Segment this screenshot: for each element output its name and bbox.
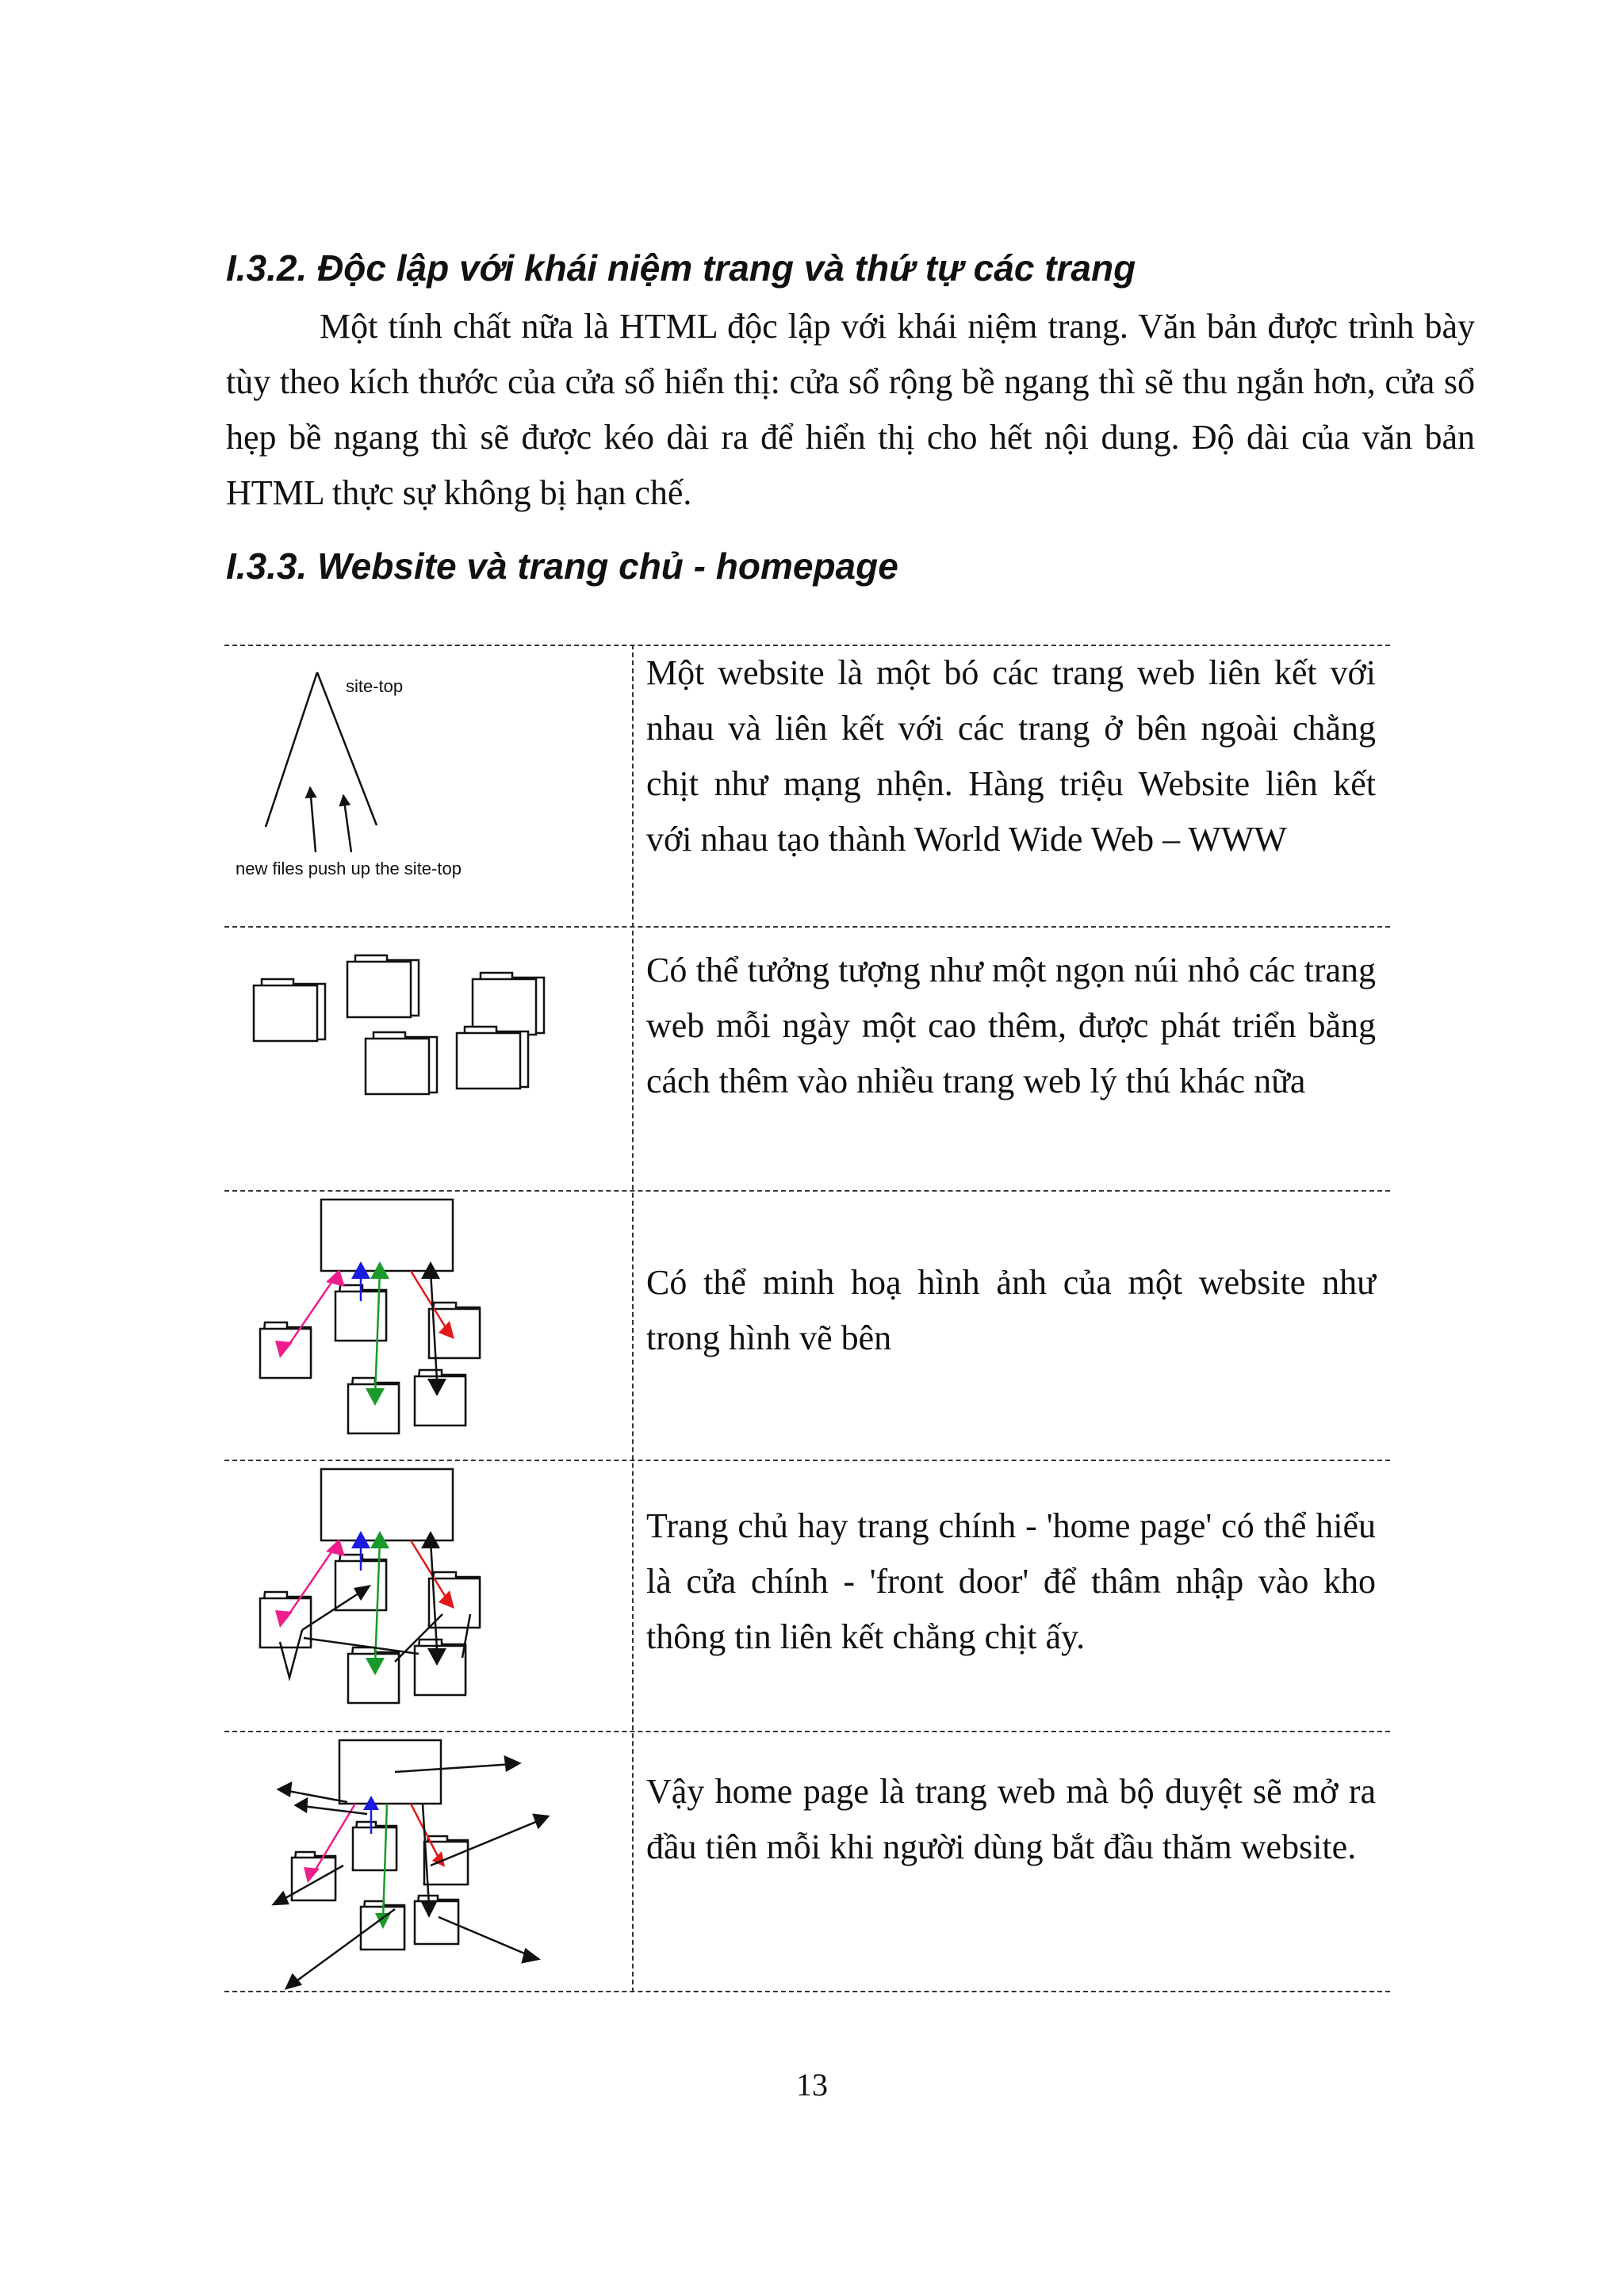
folder-icon (415, 1896, 458, 1944)
homepage-box (339, 1740, 441, 1804)
folder-icon (254, 979, 325, 1041)
section-heading: I.3.2. Độc lập với khái niệm trang và thứ tự các trang (226, 247, 1136, 289)
scattered-folders-figure (224, 926, 632, 1190)
website-tree-figure (224, 1190, 632, 1460)
folder-icon (348, 1378, 399, 1433)
figure-label-bottom: new files push up the site-top (236, 859, 462, 878)
column-divider (632, 645, 634, 1992)
row-text: Vậy home page là trang web mà bộ duyệt sẽ mở ra đầu tiên mỗi khi người dùng bắt đầu thăm website. (646, 1772, 1376, 1866)
folder-icon (353, 1822, 396, 1870)
row-text: Có thể minh hoạ hình ảnh của một website như trong hình vẽ bên (646, 1263, 1376, 1357)
folder-icon (292, 1852, 335, 1900)
folder-icon (429, 1303, 480, 1358)
homepage-box (321, 1469, 453, 1540)
page-number: 13 (796, 2067, 828, 2103)
body-paragraph: Một tính chất nữa là HTML độc lập với khái niệm trang. Văn bản được trình bày tùy theo kích thước của cửa sổ hiển thị: cửa sổ rộng bề ngang thì sẽ thu ngắn hơn, cửa sổ hẹp bề ngang thì sẽ được kéo dài ra để hiển thị cho hết nội dung. Độ dài của văn bản HTML thực sự không bị hạn chế. (226, 307, 1475, 512)
section-heading: I.3.3. Website và trang chủ - homepage (226, 545, 898, 587)
folder-icon (348, 1647, 399, 1703)
row-text: Có thể tưởng tượng như một ngọn núi nhỏ các trang web mỗi ngày một cao thêm, được phát triển bằng cách thêm vào nhiều trang web lý thú khác nữa (646, 951, 1376, 1100)
row-text: Trang chủ hay trang chính - 'home page' có thể hiểu là cửa chính - 'front door' để thâm nhập vào kho thông tin liên kết chằng chịt ấy. (646, 1506, 1376, 1656)
homepage-box (321, 1200, 453, 1271)
site-top-figure (224, 645, 632, 926)
website-tree-cross-links-figure (224, 1460, 632, 1731)
folder-icon (366, 1032, 437, 1094)
website-table (224, 645, 1390, 1992)
folder-icon (415, 1640, 465, 1695)
folder-icon (457, 1027, 528, 1089)
folder-icon (347, 955, 419, 1017)
folder-icon (473, 973, 544, 1035)
figure-label-top: site-top (346, 676, 404, 696)
row-text: Một website là một bó các trang web liên kết với nhau và liên kết với các trang ở bên ngoài chằng chịt như mạng nhện. Hàng triệu Website liên kết với nhau tạo thành World Wide Web – WWW (646, 653, 1376, 859)
website-tree-external-links-figure (224, 1731, 632, 1992)
folder-icon (415, 1370, 465, 1425)
